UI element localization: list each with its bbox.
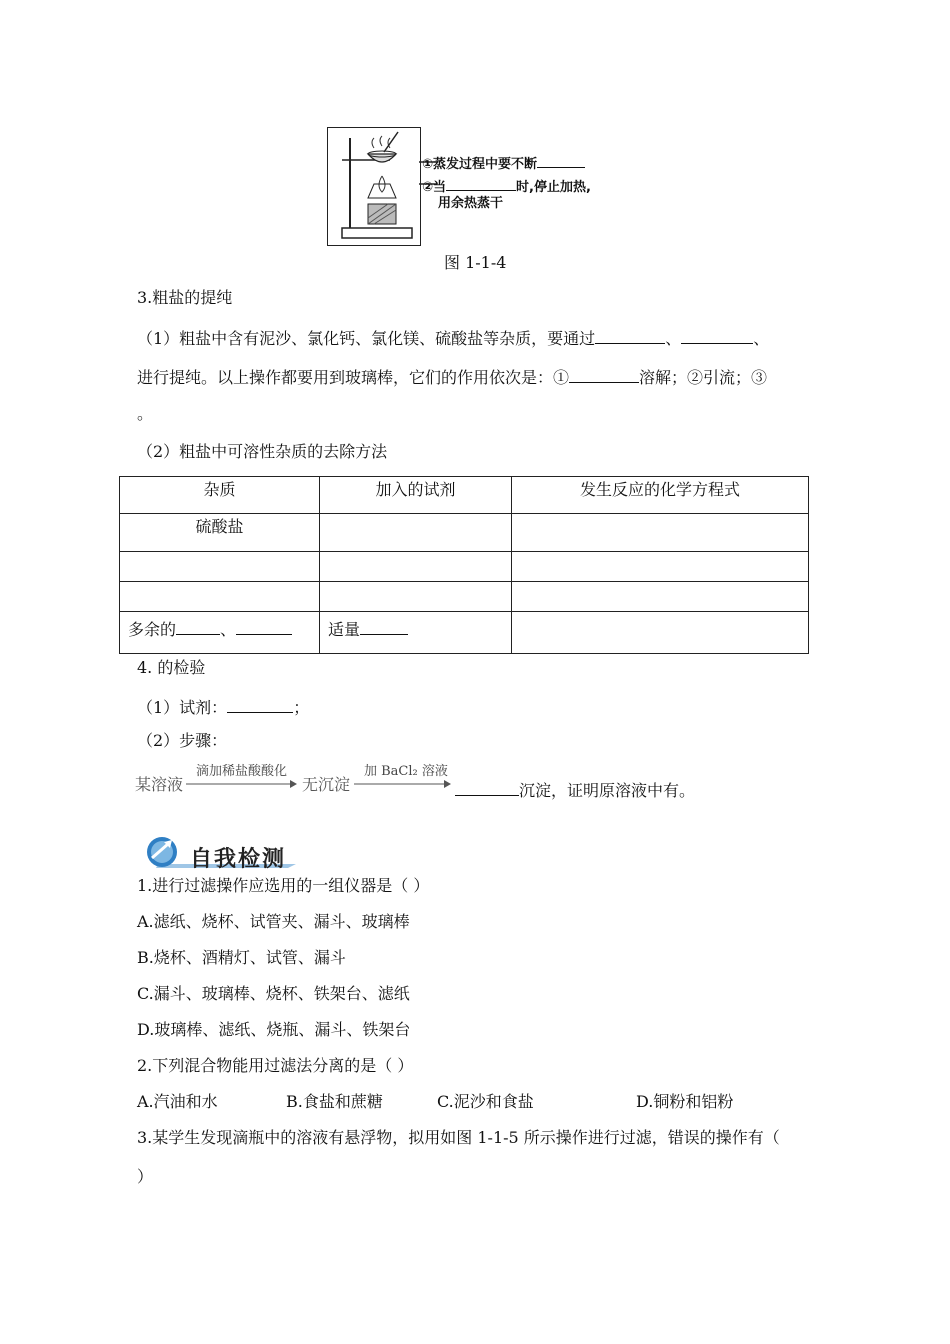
table-row bbox=[120, 552, 809, 582]
section-3-para-1-text-a: （1）粗盐中含有泥沙、氯化钙、氯化镁、硫酸盐等杂质，要通过 bbox=[137, 329, 596, 348]
figure-note-2-blank bbox=[446, 180, 516, 191]
arrow-1-label: 滴加稀盐酸酸化 bbox=[196, 764, 288, 779]
blank-glass-rod-role bbox=[569, 366, 639, 383]
table-row bbox=[120, 582, 809, 612]
blank-excess-2 bbox=[236, 618, 292, 635]
blank-excess-1 bbox=[176, 618, 220, 635]
scheme-end bbox=[455, 779, 695, 799]
table-header-row bbox=[120, 477, 809, 514]
figure-note-2-pre: ②当 bbox=[422, 180, 447, 195]
table-cell-empty bbox=[320, 552, 512, 582]
separator: 、 bbox=[753, 329, 770, 348]
question-1-option-a: A.滤纸、烧杯、试管夹、漏斗、玻璃棒 bbox=[137, 912, 410, 931]
figure-note-3: 用余热蒸干 bbox=[438, 196, 504, 211]
question-3-line-1: 3.某学生发现滴瓶中的溶液有悬浮物，拟用如图 1-1-5 所示操作进行过滤，错误的操作有（ bbox=[137, 1128, 780, 1147]
table-cell-empty bbox=[512, 582, 809, 612]
figure-note-2-post: 时,停止加热, bbox=[516, 180, 591, 195]
blank-operation-2 bbox=[681, 327, 753, 344]
section-3-para-1-text-c: 溶解；②引流；③ bbox=[639, 368, 768, 387]
table-row bbox=[120, 514, 809, 552]
question-2-option-a: A.汽油和水 bbox=[137, 1092, 218, 1111]
question-3-line-2: ） bbox=[137, 1167, 154, 1186]
reagent-end: ； bbox=[293, 698, 310, 717]
separator: 、 bbox=[220, 620, 237, 639]
table-cell-sulfate: 硫酸盐 bbox=[120, 514, 320, 552]
section-3-para-1-line-2 bbox=[137, 366, 767, 386]
question-2-option-b: B.食盐和蔗糖 bbox=[286, 1092, 383, 1111]
scheme-mid: 无沉淀 bbox=[302, 775, 351, 794]
section-3-heading: 3.粗盐的提纯 bbox=[137, 288, 233, 307]
blank-precipitate bbox=[455, 779, 519, 796]
table-header-equation: 发生反应的化学方程式 bbox=[512, 477, 809, 514]
scheme-end-text: 沉淀，证明原溶液中有。 bbox=[519, 781, 696, 800]
table-cell-empty bbox=[320, 582, 512, 612]
figure-note-1 bbox=[422, 157, 585, 171]
figure-note-1-blank bbox=[537, 157, 585, 168]
section-3-para-2: （2）粗盐中可溶性杂质的去除方法 bbox=[137, 442, 388, 461]
table-cell-empty bbox=[512, 552, 809, 582]
section-3-para-1-line-1 bbox=[137, 327, 769, 347]
table-header-impurity: 杂质 bbox=[120, 477, 320, 514]
section-3-para-1-text-b: 进行提纯。以上操作都要用到玻璃棒，它们的作用依次是：① bbox=[137, 368, 570, 387]
figure-note-1-text: ①蒸发过程中要不断 bbox=[422, 157, 538, 172]
evaporation-apparatus-figure bbox=[327, 127, 421, 246]
figure-caption-1-1-4: 图 1-1-4 bbox=[444, 253, 507, 272]
impurity-removal-table bbox=[119, 476, 809, 654]
table-cell-empty bbox=[120, 582, 320, 612]
blank-reagent bbox=[227, 696, 293, 713]
separator: 、 bbox=[665, 329, 682, 348]
question-2: 2.下列混合物能用过滤法分离的是（ ） bbox=[137, 1056, 414, 1075]
table-cell-appropriate bbox=[320, 612, 512, 654]
table-cell-empty bbox=[120, 552, 320, 582]
table-cell-excess bbox=[120, 612, 320, 654]
question-1: 1.进行过滤操作应选用的一组仪器是（ ） bbox=[137, 876, 430, 895]
section-4-heading: 4. 的检验 bbox=[137, 658, 206, 677]
question-2-option-c: C.泥沙和食盐 bbox=[437, 1092, 534, 1111]
table-cell-empty bbox=[320, 514, 512, 552]
arrow-2-label: 加 BaCl₂ 溶液 bbox=[364, 764, 448, 779]
section-3-para-1-text-d: 。 bbox=[137, 404, 154, 423]
question-1-option-c: C.漏斗、玻璃棒、烧杯、铁架台、滤纸 bbox=[137, 984, 410, 1003]
question-1-option-d: D.玻璃棒、滤纸、烧瓶、漏斗、铁架台 bbox=[137, 1020, 411, 1039]
reagent-label: （1）试剂： bbox=[137, 698, 228, 717]
question-1-option-b: B.烧杯、酒精灯、试管、漏斗 bbox=[137, 948, 346, 967]
scheme-start: 某溶液 bbox=[135, 775, 184, 794]
evaporation-apparatus-illustration bbox=[328, 128, 420, 245]
section-4-reagent bbox=[137, 696, 309, 716]
arrow-1-icon bbox=[186, 779, 298, 789]
self-check-title: 自我检测 bbox=[190, 847, 287, 872]
section-4-steps: （2）步骤： bbox=[137, 731, 228, 750]
blank-appropriate bbox=[360, 618, 408, 635]
question-2-option-d: D.铜粉和铝粉 bbox=[636, 1092, 734, 1111]
appropriate-label: 适量 bbox=[328, 620, 361, 639]
blank-operation-1 bbox=[595, 327, 665, 344]
figure-note-2 bbox=[422, 180, 591, 194]
excess-label: 多余的 bbox=[128, 620, 177, 639]
arrow-2-icon bbox=[354, 779, 452, 789]
table-cell-empty bbox=[512, 514, 809, 552]
table-row bbox=[120, 612, 809, 654]
table-header-reagent: 加入的试剂 bbox=[320, 477, 512, 514]
table-cell-empty bbox=[512, 612, 809, 654]
